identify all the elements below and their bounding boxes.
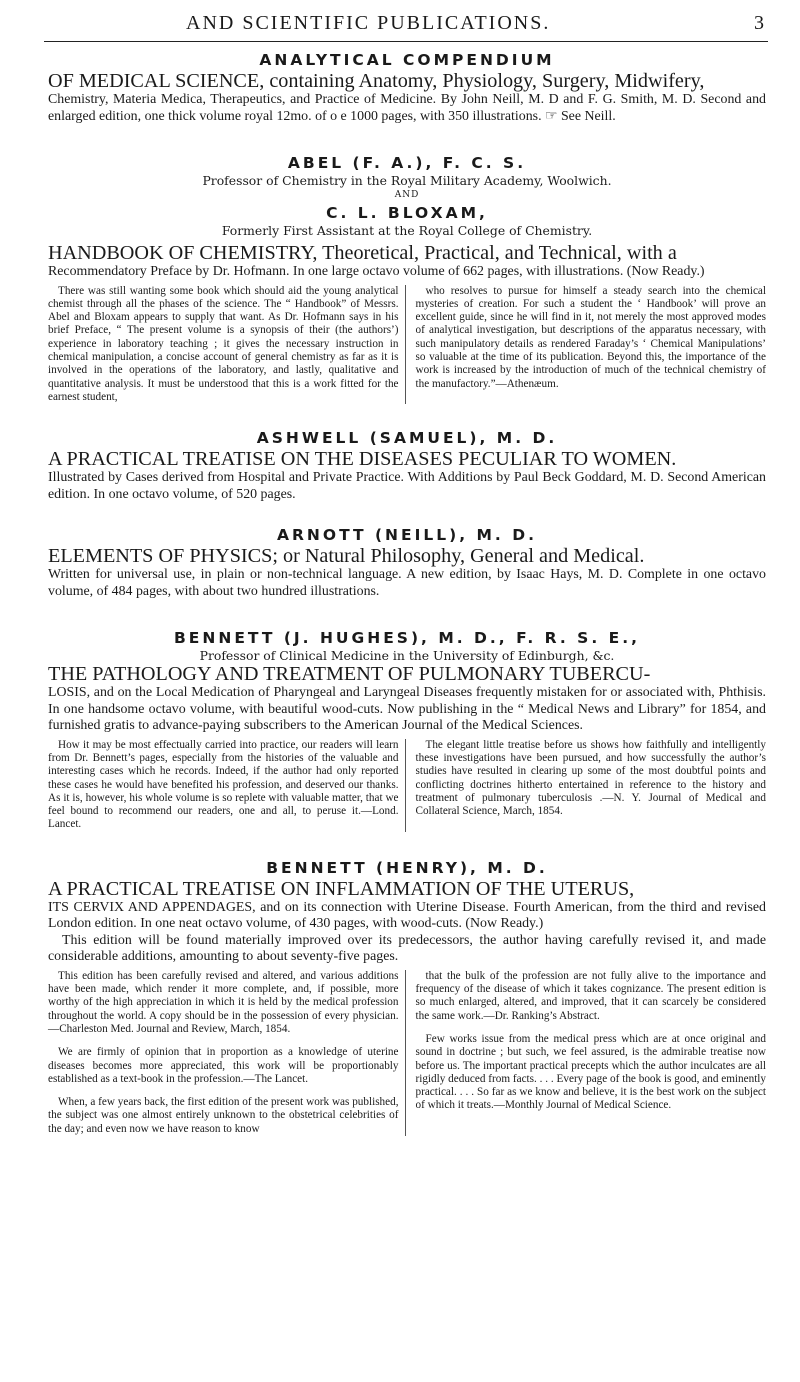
- entry-heading: ARNOTT (NEILL), M. D.: [277, 526, 537, 545]
- entry-arnott: [48, 525, 766, 600]
- entry-bennett-hughes: [48, 628, 766, 832]
- book-title: THE PATHOLOGY AND TREATMENT OF PULMONARY TUBERCU-: [48, 663, 651, 686]
- author-affiliation: Professor of Clinical Medicine in the University of Edinburgh, &c.: [199, 648, 615, 664]
- book-title: A PRACTICAL TREATISE ON INFLAMMATION OF THE UTERUS,: [48, 877, 635, 900]
- book-title: ELEMENTS OF PHYSICS; or Natural Philosophy, General and Medical.: [48, 545, 645, 568]
- entry-analytical-compendium: [48, 50, 766, 125]
- entry-heading: BENNETT (J. HUGHES), M. D., F. R. S. E.,: [173, 629, 640, 648]
- review-left-column: [48, 285, 406, 405]
- entry-bennett-henry: [48, 858, 766, 1136]
- review-columns: [48, 739, 766, 832]
- conjunction: AND: [394, 190, 420, 200]
- book-description: Chemistry, Materia Medica, Therapeutics, and Practice of Medicine. By John Neill, M. D and F. G. Smith, M. D. Second and enlarged edition, one thick volume royal 12mo. of o e 1000 pages, with 350 illustrations. ☞ See Neill.: [48, 92, 766, 124]
- review-paragraph: How it may be most effectually carried into practice, our readers will learn from Dr. Bennett’s pages, especially from the histories of the valuable and interesting cases which he records. Indeed, if the author had only reported these cases he would have benefited his profession, and deserved our thanks. As it is, however, his whole volume is so replete with valuable matter, that we feel bound to recommend our readers, one and all, to peruse it.—Lond. Lancet.: [48, 738, 399, 831]
- review-right-column: [416, 970, 767, 1136]
- catalog-content: [48, 50, 766, 1136]
- book-description: ITS CERVIX AND APPENDAGES, and on its connection with Uterine Disease. Fourth American, from the third and revised London edition. In one neat octavo volume, of 430 pages, with wood-cuts. (Now Ready.): [48, 899, 766, 932]
- review-right-column: [416, 285, 767, 405]
- book-description: Written for universal use, in plain or non-technical language. A new edition, by Isaac Hays, M. D. Complete in one octavo volume, of 484 pages, with about two hundred illustrations.: [48, 567, 766, 599]
- book-description: LOSIS, and on the Local Medication of Pharyngeal and Laryngeal Diseases frequently mistaken for or associated with, Phthisis. In one handsome octavo volume, with beautiful wood-cuts. Now publishing in the “ Medical News and Library” for 1854, and furnished gratis to advance-paying subscribers to the American Journal of the Medical Sciences.: [48, 685, 766, 734]
- review-paragraph: The elegant little treatise before us shows how faithfully and intelligently these investigations have been pursued, and how successfully the author’s studies have resulted in clearing up some of the most doubtful points and conflicting doctrines hitherto entertained in reference to the history and treatment of pulmonary tuberculosis .—N. Y. Journal of Medical and Collateral Science, March, 1854.: [415, 738, 766, 818]
- entry-heading: ANALYTICAL COMPENDIUM: [259, 51, 555, 69]
- book-title: OF MEDICAL SCIENCE, containing Anatomy, Physiology, Surgery, Midwifery,: [48, 70, 705, 92]
- review-paragraph: who resolves to pursue for himself a steady search into the chemical mysteries of creation. For such a student the ‘ Handbook’ will prove an excellent guide, since he will find in it, not merely the most approved modes of analytical investigation, but descriptions of the apparatus necessary, with such manipulatory details as rendered Faraday’s ‘ Chemical Manipulations’ so valuable at the time of its publication. Beyond this, the importance of the work is increased by the introduction of much of the technical chemistry of the manufactory.”—Athenæum.: [415, 284, 766, 390]
- book-description: Recommendatory Preface by Dr. Hofmann. In one large octavo volume of 662 pages, with illustrations. (Now Ready.): [48, 264, 705, 279]
- running-head: [44, 4, 768, 42]
- edition-note: This edition will be found materially improved over its predecessors, the author having carefully revised it, and made considerable additions, amounting to about seventy-five pages.: [48, 932, 766, 965]
- running-head-title: AND SCIENTIFIC PUBLICATIONS.: [186, 12, 551, 34]
- author-affiliation: Professor of Chemistry in the Royal Military Academy, Woolwich.: [202, 173, 612, 188]
- review-columns: [48, 285, 766, 405]
- book-title: HANDBOOK OF CHEMISTRY, Theoretical, Practical, and Technical, with a: [48, 242, 677, 264]
- review-paragraph: There was still wanting some book which should aid the young analytical chemist through all the phases of the science. The “ Handbook” of Messrs. Abel and Bloxam appears to supply that want. As Dr. Hofmann says in his brief Preface, “ The present volume is a synopsis of their (the authors’) experience in laboratory teaching ; it gives the necessary instruction in chemical manipulation, a concise account of general chemistry as far as it is involved in the operations of the laboratory, and lastly, qualitative and quantitative analysis. It must be understood that this is a work fitted for the earnest student,: [48, 284, 399, 403]
- book-description: Illustrated by Cases derived from Hospital and Private Practice. With Additions by Paul Beck Goddard, M. D. Second American edition. In one octavo volume, of 520 pages.: [48, 470, 766, 502]
- book-title: A PRACTICAL TREATISE ON THE DISEASES PECULIAR TO WOMEN.: [48, 448, 677, 471]
- coauthor-affiliation: Formerly First Assistant at the Royal College of Chemistry.: [221, 223, 593, 238]
- review-paragraph: Few works issue from the medical press which are at once original and sound in doctrine ; but such, we feel assured, is the admirable treatise now before us. The important practical precepts which the author inculcates are all rigidly deduced from facts. . . . Every page of the book is good, and eminently practical. . . . So far as we know and believe, it is the best work on the subject of which it treats.—Monthly Journal of Medical Science.: [415, 1032, 766, 1112]
- review-left-column: [48, 739, 406, 832]
- review-columns: [48, 970, 766, 1136]
- entry-heading: ASHWELL (SAMUEL), M. D.: [256, 429, 558, 448]
- page-number: 3: [754, 12, 766, 34]
- review-paragraph: We are firmly of opinion that in proportion as a knowledge of uterine diseases becomes more appreciated, this work will be proportionably established as a text-book in the profession.—The Lancet.: [48, 1046, 399, 1085]
- review-paragraph: This edition has been carefully revised and altered, and various additions have been made, which render it more complete, and, if possible, more worthy of the high appreciation in which it is held by the medical profession throughout the world. A copy should be in the possession of every physician.—Charleston Med. Journal and Review, March, 1854.: [48, 969, 399, 1035]
- entry-heading: ABEL (F. A.), F. C. S.: [287, 154, 527, 172]
- coauthor-heading: C. L. BLOXAM,: [326, 204, 488, 222]
- review-right-column: [416, 739, 767, 832]
- entry-ashwell: [48, 428, 766, 503]
- review-paragraph: When, a few years back, the first edition of the present work was published, the subject was one almost entirely unknown to the obstetrical celebrities of the day; and even now we have reason to know: [48, 1096, 399, 1135]
- review-paragraph: that the bulk of the profession are not fully alive to the importance and frequency of the disease of which it takes cognizance. The present edition is so much enlarged, altered, and improved, that it can scarcely be considered the same work.—Dr. Ranking’s Abstract.: [415, 969, 766, 1022]
- entry-heading: BENNETT (HENRY), M. D.: [266, 858, 548, 877]
- review-left-column: [48, 970, 406, 1136]
- entry-abel-bloxam: [48, 153, 766, 404]
